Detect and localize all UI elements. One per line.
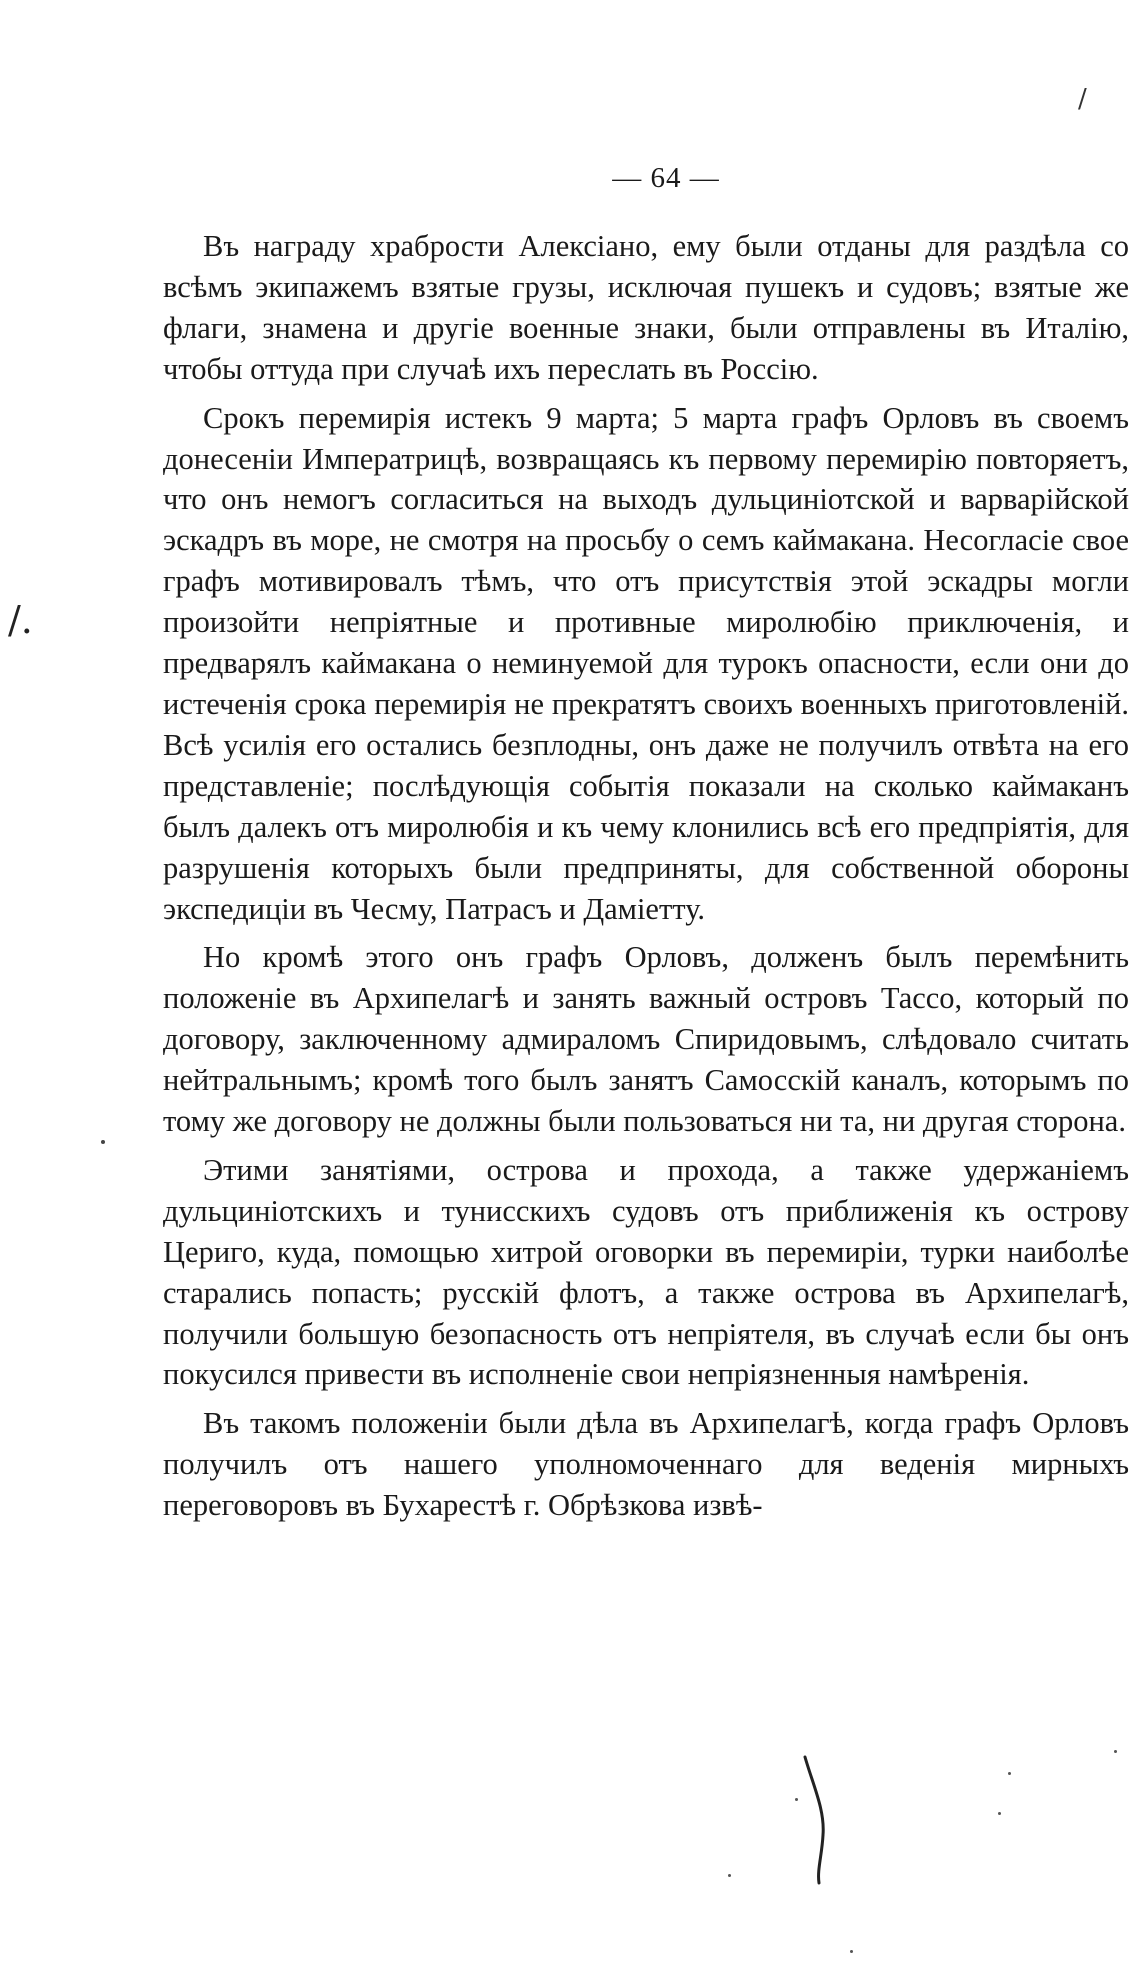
margin-mark-left: /.	[8, 598, 33, 642]
margin-mark-top: /	[1078, 84, 1087, 114]
speck-2	[998, 1812, 1001, 1815]
speck-4	[728, 1874, 731, 1877]
speck-6	[850, 1950, 853, 1953]
speck-5	[1114, 1750, 1117, 1753]
margin-dot	[101, 1140, 105, 1144]
paragraph-4: Этими занятіями, острова и прохода, а также удержаніемъ дульциніотскихъ и тунисскихъ судовъ отъ приближенія къ острову Цериго, куда, помощью хитрой оговорки въ перемиріи, турки наиболѣе старались попасть; русскій флотъ, а также острова въ Архипелагѣ, получили большую безопасность отъ непріятеля, въ случаѣ если бы онъ покусился привести въ исполненіе свои непріязненныя намѣренія.	[163, 1152, 1129, 1392]
paragraph-2: Срокъ перемирія истекъ 9 марта; 5 марта графъ Орловъ въ своемъ донесеніи Императрицѣ, возвращаясь къ первому перемирію повторяетъ, что онъ немогъ согласиться на выходъ дульциніотской и варварійской эскадръ въ море, не смотря на просьбу о семъ каймакана. Несогласіе свое графъ мотивировалъ тѣмъ, что отъ присутствія этой эскадры могли произойти непріятные и противные миролюбію приключенія, и предварялъ каймакана о неминуемой для турокъ опасности, если они до истеченія срока перемирія не прекратятъ своихъ военныхъ приготовленій. Всѣ усилія его остались безплодны, онъ даже не получилъ отвѣта на его представленіе; послѣдующія событія показали на сколько каймаканъ былъ далекъ отъ миролюбія и къ чему клонились всѣ его предпріятія, для разрушенія которыхъ были предприняты, для собственной обороны экспедиціи въ Чесму, Патрасъ и Даміетту.	[163, 400, 1129, 926]
paragraph-1: Въ награду храбрости Алексіано, ему были отданы для раздѣла со всѣмъ экипажемъ взятые грузы, исключая пушекъ и судовъ; взятые же флаги, знамена и другіе военные знаки, были отправлены въ Италію, чтобы оттуда при случаѣ ихъ переслать въ Россію.	[163, 229, 1129, 386]
speck-3	[1008, 1772, 1011, 1775]
page-body	[163, 160, 1129, 1534]
paragraph-3: Но кромѣ этого онъ графъ Орловъ, долженъ былъ перемѣнить положеніе въ Архипелагѣ и занять важный островъ Тассо, который по договору, заключенному адмираломъ Спиридовымъ, слѣдовало считать нейтральнымъ; кромѣ того былъ занятъ Самосскій каналъ, которымъ по тому же договору не должны были пользоваться ни та, ни другая сторона.	[163, 940, 1129, 1139]
paragraph-5: Въ такомъ положеніи были дѣла въ Архипелагѣ, когда графъ Орловъ получилъ отъ нашего уполномоченнаго для веденія мирныхъ переговоровъ въ Бухарестѣ г. Обрѣзкова извѣ-	[163, 1406, 1129, 1523]
page-number: — 64 —	[612, 162, 720, 194]
speck-1	[795, 1798, 798, 1801]
ink-stroke-mark	[803, 1755, 831, 1885]
